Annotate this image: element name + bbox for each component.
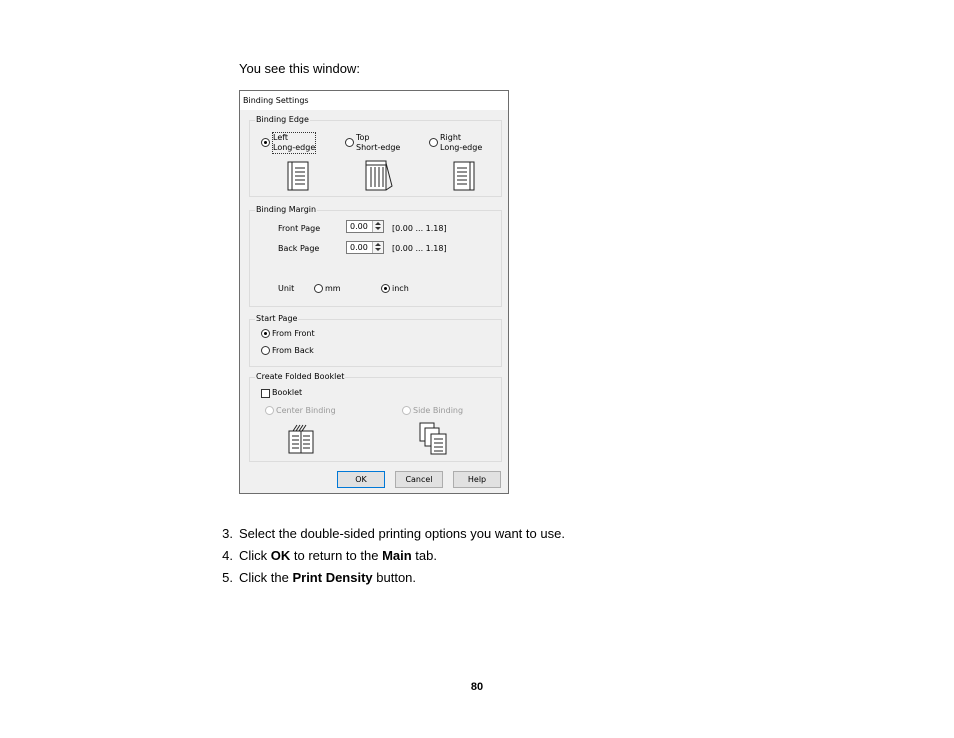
start-page-group <box>249 314 502 367</box>
folded-booklet-label: Create Folded Booklet <box>256 372 345 381</box>
top-line2: Short-edge <box>356 143 401 152</box>
left-binding-page-icon <box>287 161 309 191</box>
intro-text: You see this window: <box>239 61 360 76</box>
back-page-range: [0.00 ... 1.18] <box>392 244 447 253</box>
right-line2: Long-edge <box>440 143 483 152</box>
step-text-part: Click the <box>239 570 293 585</box>
binding-edge-top-radio[interactable] <box>345 138 354 147</box>
right-line1: Right <box>440 133 462 142</box>
from-front-label[interactable]: From Front <box>272 329 315 338</box>
from-back-radio[interactable] <box>261 346 270 355</box>
step-text-part: Click <box>239 548 271 563</box>
booklet-checkbox[interactable] <box>261 389 270 398</box>
binding-edge-group <box>249 115 502 197</box>
dialog-title: Binding Settings <box>243 96 309 105</box>
unit-label: Unit <box>278 284 295 293</box>
center-binding-booklet-icon <box>288 423 316 455</box>
step-text-part: Select the double-sided printing options you want to use. <box>239 526 565 541</box>
step-number: 3. <box>222 526 233 541</box>
right-binding-page-icon <box>453 161 475 191</box>
binding-edge-left-radio[interactable] <box>261 138 270 147</box>
left-line1: Left <box>273 133 289 142</box>
front-page-value: 0.00 <box>350 222 368 231</box>
dialog-titlebar <box>240 91 508 110</box>
booklet-label[interactable]: Booklet <box>272 388 303 397</box>
back-page-spin-arrows[interactable] <box>372 242 383 253</box>
back-page-value: 0.00 <box>350 243 368 252</box>
step-text-part: tab. <box>411 548 437 563</box>
left-line2: Long-edge <box>273 143 316 152</box>
from-back-label[interactable]: From Back <box>272 346 314 355</box>
step-text-part: button. <box>372 570 417 585</box>
unit-mm-radio[interactable] <box>314 284 323 293</box>
binding-edge-label: Binding Edge <box>256 115 309 124</box>
binding-edge-top-label[interactable] <box>356 133 400 153</box>
unit-mm-label[interactable]: mm <box>325 284 341 293</box>
front-page-spinner[interactable] <box>346 220 384 233</box>
step-text-bold: Print Density <box>292 570 373 585</box>
step-number: 5. <box>222 570 233 585</box>
step-text <box>239 548 437 563</box>
step-text <box>239 570 416 585</box>
back-page-label: Back Page <box>278 244 320 253</box>
binding-edge-right-label[interactable] <box>440 133 482 153</box>
side-binding-radio <box>402 406 411 415</box>
side-binding-booklet-icon <box>419 422 449 456</box>
center-binding-radio <box>265 406 274 415</box>
top-line1: Top <box>356 133 370 142</box>
from-front-radio[interactable] <box>261 329 270 338</box>
ok-button[interactable]: OK <box>337 471 385 488</box>
step-number: 4. <box>222 548 233 563</box>
top-binding-page-icon <box>365 160 395 191</box>
cancel-button[interactable]: Cancel <box>395 471 443 488</box>
front-page-spin-arrows[interactable] <box>372 221 383 232</box>
side-binding-label: Side Binding <box>413 406 464 415</box>
front-page-label: Front Page <box>278 224 321 233</box>
unit-inch-radio[interactable] <box>381 284 390 293</box>
step-text-bold: Main <box>382 548 412 563</box>
back-page-spinner[interactable] <box>346 241 384 254</box>
binding-margin-group <box>249 205 502 307</box>
binding-edge-right-radio[interactable] <box>429 138 438 147</box>
center-binding-label: Center Binding <box>276 406 336 415</box>
help-button[interactable]: Help <box>453 471 501 488</box>
step-text-part: to return to the <box>290 548 383 563</box>
step-text <box>239 526 565 541</box>
binding-settings-dialog <box>239 90 509 494</box>
binding-margin-label: Binding Margin <box>256 205 317 214</box>
binding-edge-left-label[interactable] <box>273 133 315 153</box>
page-number: 80 <box>470 681 484 693</box>
folded-booklet-group <box>249 372 502 462</box>
start-page-label: Start Page <box>256 314 298 323</box>
step-text-bold: OK <box>270 548 291 563</box>
front-page-range: [0.00 ... 1.18] <box>392 224 447 233</box>
unit-inch-label[interactable]: inch <box>392 284 409 293</box>
